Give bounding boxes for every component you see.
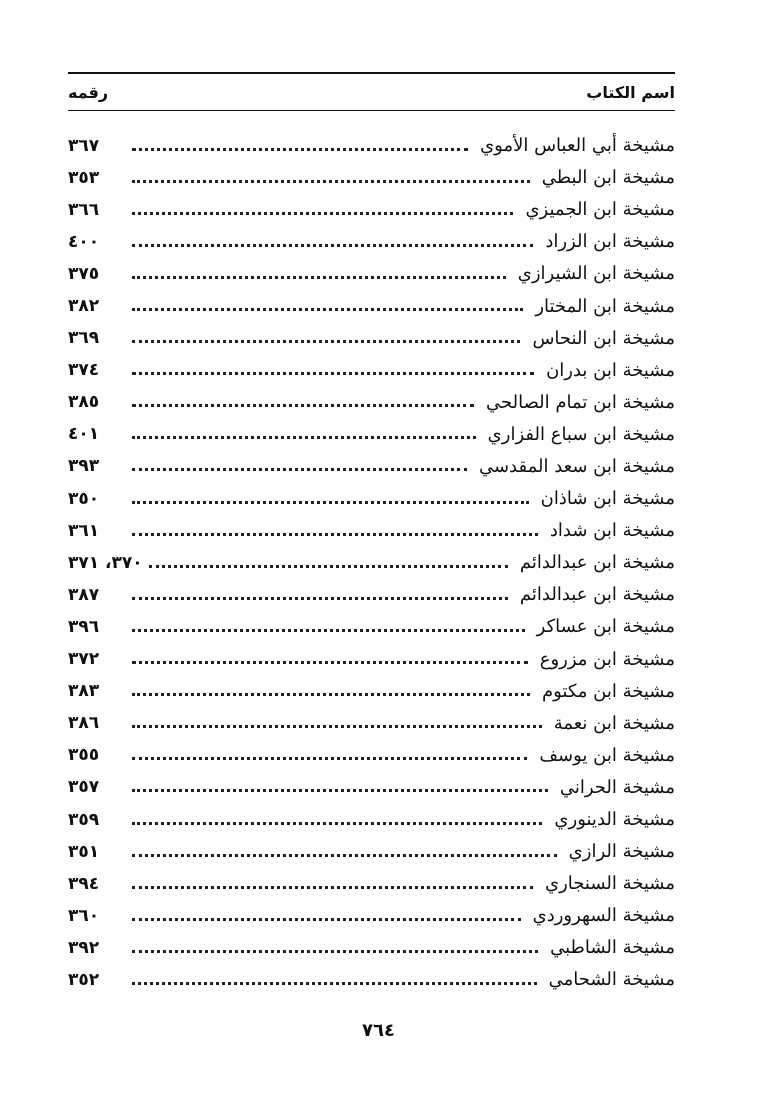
dot-leader — [132, 597, 508, 600]
dot-leader — [149, 565, 508, 568]
dot-leader — [132, 661, 528, 664]
entry-title: مشيخة ابن سعد المقدسي — [478, 455, 675, 477]
dot-leader — [132, 212, 513, 215]
dot-leader — [132, 308, 523, 311]
index-entry — [68, 194, 675, 226]
entry-title: مشيخة الشحامي — [548, 969, 675, 991]
index-entry — [68, 611, 675, 643]
entry-title: مشيخة ابن شداد — [549, 520, 675, 542]
dot-leader — [132, 340, 520, 343]
entry-title: مشيخة السهروردي — [532, 905, 675, 927]
entry-page-number: ٤٠٠ — [68, 231, 100, 252]
entry-page-number: ٣٥١ — [68, 841, 100, 862]
dot-leader — [132, 468, 467, 471]
entry-title: مشيخة ابن البطي — [541, 167, 675, 189]
index-entry — [68, 932, 675, 964]
entry-page-number: ٣٦٩ — [68, 328, 100, 349]
index-entry — [68, 323, 675, 355]
index-entries — [68, 130, 675, 997]
entry-page-number: ٣٦٠ — [68, 905, 100, 926]
entry-page-number: ٣٧٠، ٣٧١ — [68, 552, 143, 573]
entry-title: مشيخة ابن بدران — [546, 359, 675, 381]
entry-title: مشيخة ابن عساكر — [536, 616, 675, 638]
entry-title: مشيخة ابن الزراد — [545, 231, 675, 253]
index-entry — [68, 836, 675, 868]
dot-leader — [132, 693, 530, 696]
index-entry — [68, 451, 675, 483]
entry-page-number: ٣٦٦ — [68, 199, 100, 220]
dot-leader — [132, 148, 468, 151]
entry-page-number: ٣٨٥ — [68, 392, 100, 413]
entry-title: مشيخة ابن الجميزي — [525, 199, 675, 221]
entry-page-number: ٣٧٤ — [68, 360, 100, 381]
entry-title: مشيخة أبي العباس الأموي — [480, 135, 675, 157]
index-entry — [68, 290, 675, 322]
entry-page-number: ٣٨٢ — [68, 296, 100, 317]
entry-title: مشيخة ابن النحاس — [532, 327, 675, 349]
index-entry — [68, 676, 675, 708]
dot-leader — [132, 276, 506, 279]
table-header — [68, 72, 675, 111]
index-entry — [68, 419, 675, 451]
dot-leader — [132, 789, 548, 792]
entry-page-number: ٣٦١ — [68, 520, 100, 541]
entry-page-number: ٣٦٧ — [68, 135, 100, 156]
entry-title: مشيخة ابن تمام الصالحي — [485, 391, 675, 413]
entry-page-number: ٣٥٣ — [68, 167, 100, 188]
book-title-column-label: اسم الكتاب — [586, 82, 675, 102]
dot-leader — [132, 757, 527, 760]
entry-title: مشيخة الدينوري — [554, 809, 675, 831]
index-entry — [68, 515, 675, 547]
dot-leader — [132, 822, 542, 825]
dot-leader — [132, 950, 538, 953]
entry-page-number: ٣٩٣ — [68, 456, 100, 477]
index-entry — [68, 772, 675, 804]
entry-title: مشيخة السنجاري — [545, 873, 675, 895]
entry-title: مشيخة الحراني — [559, 776, 675, 798]
index-entry — [68, 258, 675, 290]
index-entry — [68, 579, 675, 611]
entry-page-number: ٣٨٣ — [68, 681, 100, 702]
dot-leader — [132, 180, 530, 183]
entry-title: مشيخة الرازي — [568, 841, 675, 863]
index-entry — [68, 130, 675, 162]
index-entry — [68, 483, 675, 515]
dot-leader — [132, 372, 534, 375]
entry-page-number: ٣٥٩ — [68, 809, 100, 830]
index-entry — [68, 804, 675, 836]
dot-leader — [132, 533, 538, 536]
index-entry — [68, 226, 675, 258]
index-entry — [68, 355, 675, 387]
entry-page-number: ٣٨٧ — [68, 584, 100, 605]
entry-title: مشيخة ابن شاذان — [540, 488, 675, 510]
index-entry — [68, 162, 675, 194]
dot-leader — [132, 436, 476, 439]
book-number-column-label: رقمه — [68, 82, 109, 102]
dot-leader — [132, 886, 533, 889]
entry-page-number: ٣٥٢ — [68, 969, 100, 990]
entry-title: مشيخة ابن مزروع — [539, 648, 675, 670]
page-number: ٧٦٤ — [362, 1020, 395, 1041]
entry-page-number: ٣٩٤ — [68, 873, 100, 894]
entry-title: مشيخة ابن عبدالدائم — [519, 552, 675, 574]
index-entry — [68, 387, 675, 419]
entry-title: مشيخة ابن نعمة — [553, 712, 675, 734]
dot-leader — [132, 982, 537, 985]
dot-leader — [132, 501, 529, 504]
entry-page-number: ٣٩٦ — [68, 616, 100, 637]
entry-title: مشيخة ابن المختار — [535, 295, 675, 317]
entry-title: مشيخة ابن سباع الفزاري — [487, 423, 675, 445]
entry-title: مشيخة الشاطبي — [550, 937, 675, 959]
entry-title: مشيخة ابن عبدالدائم — [519, 584, 675, 606]
entry-page-number: ٣٧٥ — [68, 263, 100, 284]
entry-page-number: ٣٨٦ — [68, 713, 100, 734]
index-entry — [68, 964, 675, 996]
index-entry — [68, 900, 675, 932]
index-entry — [68, 644, 675, 676]
dot-leader — [132, 244, 533, 247]
entry-page-number: ٣٥٥ — [68, 745, 100, 766]
entry-title: مشيخة ابن يوسف — [539, 744, 675, 766]
dot-leader — [132, 918, 521, 921]
dot-leader — [132, 725, 542, 728]
entry-title: مشيخة ابن مكتوم — [541, 680, 675, 702]
entry-page-number: ٣٥٧ — [68, 777, 100, 798]
dot-leader — [132, 404, 474, 407]
index-entry — [68, 740, 675, 772]
dot-leader — [132, 854, 557, 857]
index-entry — [68, 868, 675, 900]
index-entry — [68, 547, 675, 579]
entry-page-number: ٣٧٢ — [68, 649, 100, 670]
dot-leader — [132, 629, 525, 632]
entry-page-number: ٤٠١ — [68, 424, 100, 445]
entry-page-number: ٣٩٢ — [68, 937, 100, 958]
entry-title: مشيخة ابن الشيرازي — [517, 263, 675, 285]
entry-page-number: ٣٥٠ — [68, 488, 100, 509]
index-entry — [68, 708, 675, 740]
